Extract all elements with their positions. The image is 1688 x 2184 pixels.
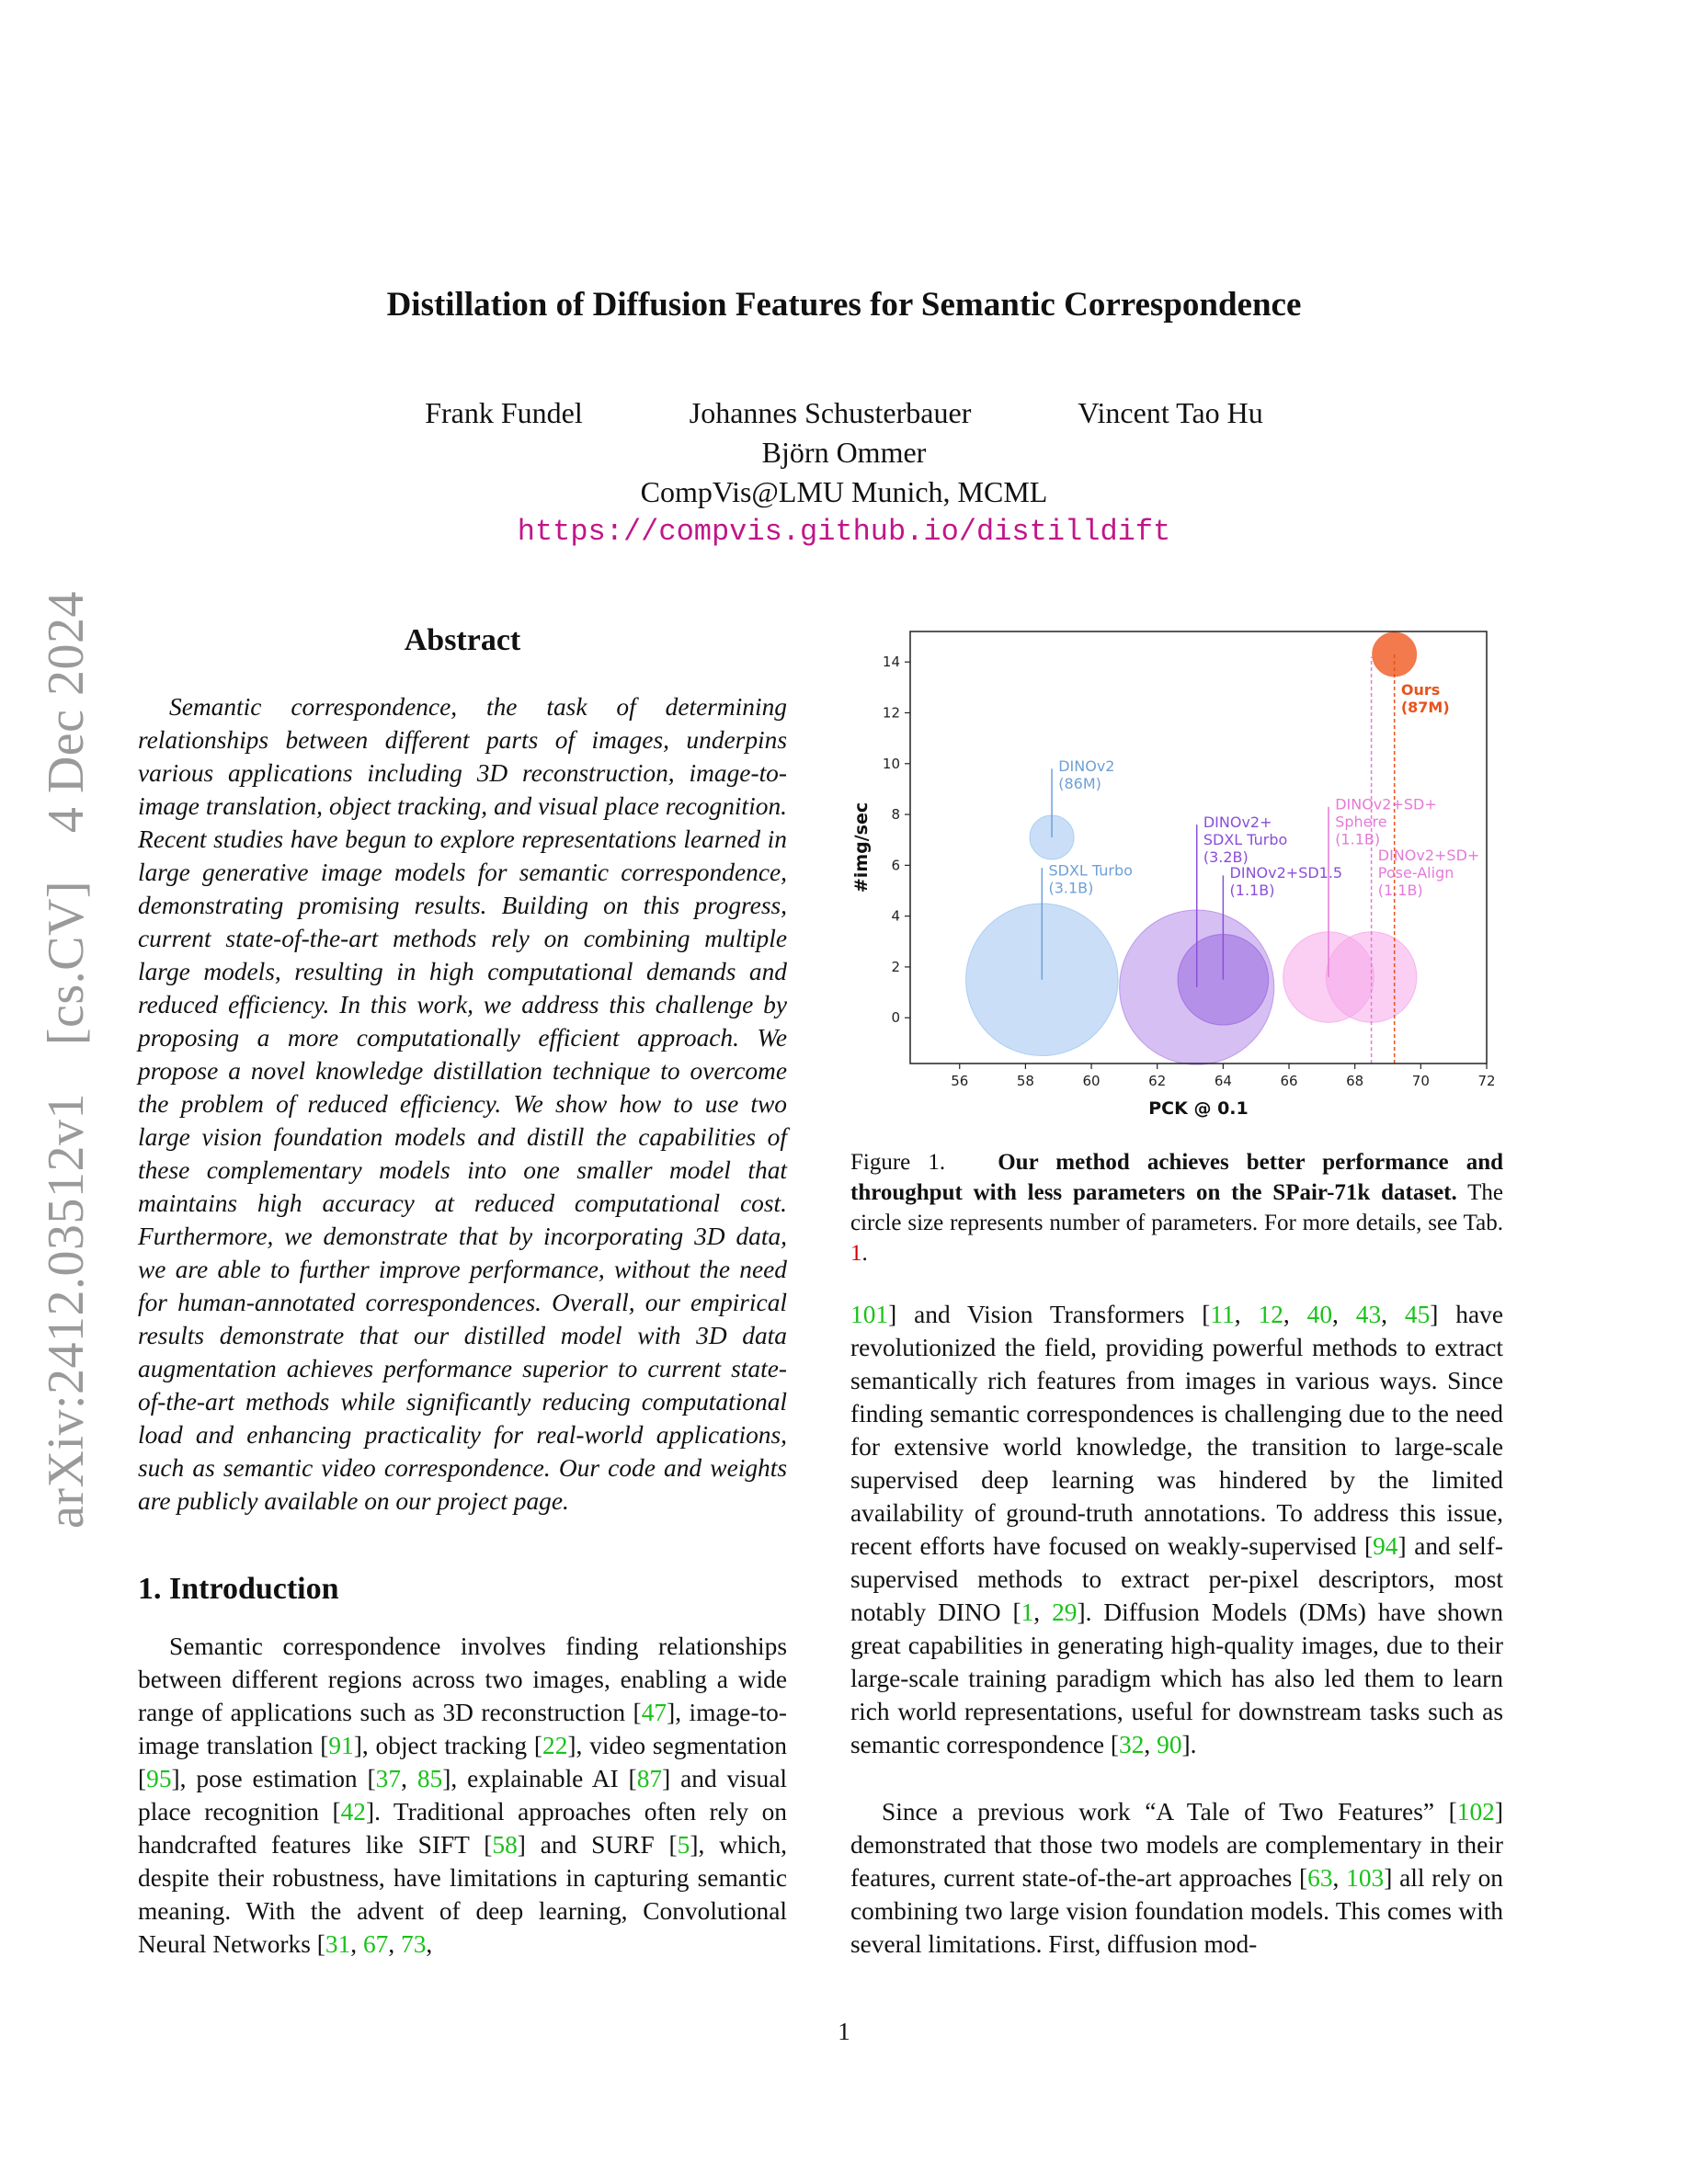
- x-axis-label: PCK @ 0.1: [1148, 1098, 1249, 1119]
- abstract-heading: Abstract: [404, 623, 521, 657]
- intro-paragraph-1: Semantic correspondence involves finding relationships between different regions across two images, enabling a wide range of applications such as 3D reconstruction [47], image-to-image translation [91], object tracking [22], video segmentation [95], pose estimation [37, 85], explainable AI [87] and visual place recognition [42]. Traditional approaches often rely on handcrafted features like SIFT [58] and SURF [5], which, despite their robustness, have limitations in capturing semantic meaning. With the advent of deep learning, Convolutional Neural Networks [31, 67, 73,: [138, 1632, 788, 1958]
- citation-link[interactable]: 101: [850, 1301, 889, 1328]
- caption-text: The circle size represents number of parameters. For more details, see Tab.: [850, 1180, 1503, 1235]
- caption-label: Figure 1.: [850, 1150, 946, 1175]
- paper-title: Distillation of Diffusion Features for Semantic Correspondence: [386, 286, 1302, 324]
- citation-link[interactable]: 37: [375, 1765, 402, 1792]
- citation-link[interactable]: 29: [1052, 1598, 1078, 1626]
- citation-link[interactable]: 95: [146, 1765, 172, 1792]
- y-tick-label: 6: [891, 857, 900, 874]
- citation-link[interactable]: 11: [1210, 1301, 1235, 1328]
- citation-link[interactable]: 5: [677, 1831, 690, 1859]
- x-tick-label: 60: [1082, 1073, 1101, 1089]
- chart-bubble-layer: [966, 632, 1417, 1064]
- citation-link[interactable]: 22: [542, 1732, 568, 1759]
- citation-link[interactable]: 90: [1157, 1731, 1182, 1758]
- y-tick-label: 8: [891, 806, 900, 824]
- y-tick-label: 10: [882, 755, 900, 772]
- y-tick-label: 14: [882, 654, 900, 671]
- chart-bubble-label: (3.1B): [1048, 879, 1094, 897]
- affiliation: CompVis@LMU Munich, MCML: [640, 475, 1048, 508]
- y-axis-ticks: [883, 654, 910, 1026]
- chart-bubble-label: Pose-Align: [1377, 863, 1454, 882]
- citation-link[interactable]: 1: [1021, 1598, 1034, 1626]
- chart-bubble-label: (1.1B): [1229, 882, 1275, 900]
- x-tick-label: 62: [1148, 1073, 1167, 1089]
- citation-link[interactable]: 32: [1119, 1731, 1145, 1758]
- chart-bubble-label: SDXL Turbo: [1048, 861, 1133, 880]
- citation-link[interactable]: 31: [325, 1930, 351, 1958]
- chart-bubble-label: Sphere: [1335, 813, 1387, 831]
- author-row: [0, 393, 1688, 433]
- x-axis-ticks: [951, 1064, 1495, 1089]
- chart-bubble-label: Ours: [1400, 681, 1441, 700]
- arxiv-category: [cs.CV]: [38, 880, 95, 1046]
- author-block: [0, 393, 1688, 552]
- citation-link[interactable]: 42: [340, 1798, 366, 1826]
- chart-bubble-label: DINOv2+: [1203, 813, 1272, 831]
- author-name: Frank Fundel: [425, 396, 583, 429]
- citation-link[interactable]: 85: [416, 1765, 443, 1792]
- citation-link[interactable]: 103: [1346, 1864, 1385, 1892]
- caption-bold: Our method achieves better performance and throughput with less parameters on the SPair-71k dataset.: [850, 1150, 1503, 1205]
- x-tick-label: 56: [951, 1073, 969, 1089]
- citation-link[interactable]: 87: [636, 1765, 663, 1792]
- section-heading-introduction: 1. Introduction: [138, 1572, 339, 1606]
- chart-bubble-label: (86M): [1058, 775, 1101, 793]
- author-name: Björn Ommer: [761, 436, 927, 469]
- citation-link[interactable]: 40: [1306, 1301, 1333, 1328]
- citation-link[interactable]: 91: [328, 1732, 354, 1759]
- abstract-text: Semantic correspondence, the task of determining relationships between different parts of images, underpins various applications including 3D reconstruction, image-to-image translation, object tracking, and visual place recognition. Recent studies have begun to explore representations learned in large generative image models for semantic correspondence, demonstrating promising results. Building on this progress, current state-of-the-art methods rely on combining multiple large models, resulting in high computational demands and reduced efficiency. In this work, we address this challenge by proposing a more computationally efficient approach. We propose a novel knowledge distillation technique to overcome the problem of reduced efficiency. We show how to use two large vision foundation models and distill the capabilities of these complementary models into one smaller model that maintains high accuracy at reduced computational cost. Furthermore, we demonstrate that by incorporating 3D data, we are able to further improve performance, without the need for human-annotated correspondences. Overall, our empirical results demonstrate that our distilled model with 3D data augmentation achieves performance superior to current state-of-the-art methods while significantly reducing computational load and enhancing practicality for real-world applications, such as semantic video correspondence. Our code and weights are publicly available on our project page.: [138, 693, 787, 1515]
- x-tick-label: 72: [1477, 1073, 1496, 1089]
- chart-label-layer: [1048, 681, 1479, 899]
- citation-link[interactable]: 67: [362, 1930, 389, 1958]
- chart-bubble-label: DINOv2+SD+: [1335, 795, 1437, 813]
- page-number: 1: [838, 2018, 850, 2045]
- author-name: Johannes Schusterbauer: [689, 396, 972, 429]
- y-tick-label: 12: [882, 704, 900, 722]
- citation-link[interactable]: 58: [492, 1831, 518, 1859]
- chart-bubble-label: (1.1B): [1377, 881, 1423, 899]
- x-tick-label: 58: [1016, 1073, 1034, 1089]
- citation-link[interactable]: 45: [1404, 1301, 1431, 1328]
- citation-link[interactable]: 63: [1307, 1864, 1333, 1892]
- y-tick-label: 0: [891, 1009, 900, 1027]
- citation-link[interactable]: 102: [1456, 1798, 1495, 1826]
- y-tick-label: 2: [891, 958, 900, 975]
- project-url-link[interactable]: https://compvis.github.io/distilldift: [517, 515, 1171, 549]
- chart-bubble-label: (1.1B): [1335, 830, 1381, 848]
- chart-bubble-label: DINOv2+SD1.5: [1229, 864, 1343, 882]
- chart-bubble-label: (3.2B): [1203, 847, 1249, 866]
- citation-link[interactable]: 47: [641, 1699, 667, 1726]
- x-tick-label: 68: [1346, 1073, 1364, 1089]
- x-tick-label: 70: [1411, 1073, 1430, 1089]
- intro-paragraph-2: 101] and Vision Transformers [11, 12, 40, 43, 45] have revolutionized the field, providing powerful methods to extract semantically rich features from images in various ways. Since finding semantic correspondences is challenging due to the need for extensive world knowledge, the transition to large-scale supervised deep learning was hindered by the limited availability of ground-truth annotations. To address this issue, recent efforts have focused on weakly-supervised [94] and self-supervised methods to extract per-pixel descriptors, most notably DINO [1, 29]. Diffusion Models (DMs) have shown great capabilities in generating high-quality images, due to their large-scale training paradigm which has also led them to learn rich world representations, useful for downstream tasks such as semantic correspondence [32, 90].: [850, 1301, 1503, 1758]
- chart-bubble-label: DINOv2: [1058, 757, 1115, 776]
- y-axis-label: #img/sec: [851, 802, 872, 893]
- caption-end: .: [861, 1241, 868, 1266]
- chart-bubble-label: (87M): [1400, 699, 1450, 717]
- arxiv-id: arXiv:2412.03512v1: [38, 1092, 95, 1529]
- caption-table-ref-link[interactable]: 1: [850, 1241, 862, 1266]
- author-name: Vincent Tao Hu: [1078, 396, 1263, 429]
- intro-paragraph-3: Since a previous work “A Tale of Two Features” [102] demonstrated that those two models are complementary in their features, current state-of-the-art approaches [63, 103] all rely on combining two large vision foundation models. This comes with several limitations. First, diffusion mod-: [850, 1798, 1503, 1958]
- citation-link[interactable]: 73: [401, 1930, 427, 1958]
- x-tick-label: 64: [1214, 1073, 1232, 1089]
- figure-caption: [850, 1147, 1503, 1268]
- arxiv-date: 4 Dec 2024: [38, 591, 95, 834]
- citation-link[interactable]: 12: [1258, 1301, 1283, 1328]
- citation-link[interactable]: 94: [1373, 1532, 1398, 1560]
- bubble-chart: [850, 618, 1512, 1121]
- arxiv-stamp: [29, 591, 103, 1529]
- y-tick-label: 4: [891, 907, 900, 925]
- chart-bubble-label: DINOv2+SD+: [1377, 846, 1480, 864]
- chart-bubble-label: SDXL Turbo: [1203, 830, 1288, 848]
- x-tick-label: 66: [1280, 1073, 1298, 1089]
- citation-link[interactable]: 43: [1355, 1301, 1382, 1328]
